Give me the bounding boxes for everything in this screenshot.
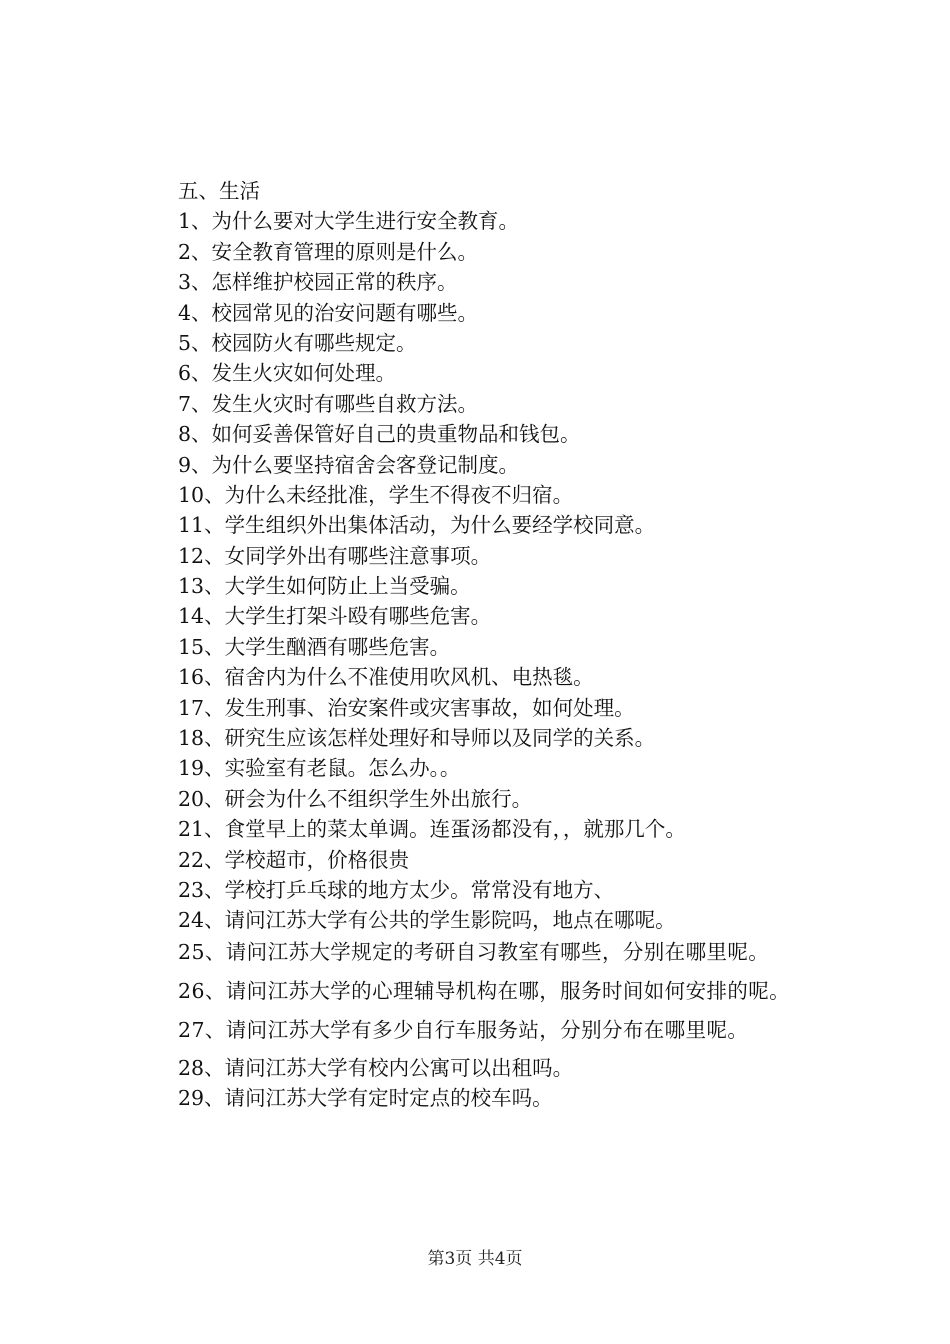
list-item: 24、请问江苏大学有公共的学生影院吗，地点在哪呢。: [178, 908, 676, 933]
list-item: 3、怎样维护校园正常的秩序。: [178, 270, 458, 295]
list-item: 14、大学生打架斗殴有哪些危害。: [178, 604, 492, 629]
page-footer: 第3页 共4页: [427, 1249, 523, 1269]
list-item: 11、学生组织外出集体活动，为什么要经学校同意。: [178, 513, 656, 538]
list-item: 22、学校超市，价格很贵: [178, 847, 410, 872]
list-item-wrapped: 25、请问江苏大学规定的考研自习教室有哪些，分别在哪里呢。: [178, 939, 770, 964]
list-item: 7、发生火灾时有哪些自救方法。: [178, 391, 479, 416]
list-item-wrapped: 26、请问江苏大学的心理辅导机构在哪，服务时间如何安排的呢。: [178, 978, 791, 1003]
list-item: 16、宿舍内为什么不准使用吹风机、电热毯。: [178, 665, 594, 690]
list-item: 28、请问江苏大学有校内公寓可以出租吗。: [178, 1055, 574, 1080]
list-item: 17、发生刑事、治安案件或灾害事故，如何处理。: [178, 695, 635, 720]
list-item: 5、校园防火有哪些规定。: [178, 330, 417, 355]
list-item: 9、为什么要坚持宿舍会客登记制度。: [178, 452, 520, 477]
list-item: 10、为什么未经批准，学生不得夜不归宿。: [178, 482, 574, 507]
list-item: 13、大学生如何防止上当受骗。: [178, 574, 471, 599]
list-item: 8、如何妥善保管好自己的贵重物品和钱包。: [178, 422, 581, 447]
list-item: 19、实验室有老鼠。怎么办。。: [178, 756, 461, 781]
list-item: 6、发生火灾如何处理。: [178, 361, 397, 386]
document-body: [120, 176, 835, 1114]
list-item: 12、女同学外出有哪些注意事项。: [178, 543, 492, 568]
list-item: 4、校园常见的治安问题有哪些。: [178, 300, 479, 325]
list-item: 2、安全教育管理的原则是什么。: [178, 239, 479, 264]
list-item: 29、请问江苏大学有定时定点的校车吗。: [178, 1086, 553, 1111]
list-item: 15、大学生酗酒有哪些危害。: [178, 634, 451, 659]
list-item: 21、食堂早上的菜太单调。连蛋汤都没有，，就那几个。: [178, 817, 686, 842]
list-item: 18、研究生应该怎样处理好和导师以及同学的关系。: [178, 726, 656, 751]
list-item-wrapped: 27、请问江苏大学有多少自行车服务站，分别分布在哪里呢。: [178, 1017, 749, 1042]
question-list: [120, 206, 835, 1113]
list-item: 20、研会为什么不组织学生外出旅行。: [178, 786, 533, 811]
section-title: 五、生活: [178, 179, 260, 203]
list-item: 23、学校打乒乓球的地方太少。常常没有地方、: [178, 877, 615, 902]
list-item: 1、为什么要对大学生进行安全教育。: [178, 209, 520, 234]
